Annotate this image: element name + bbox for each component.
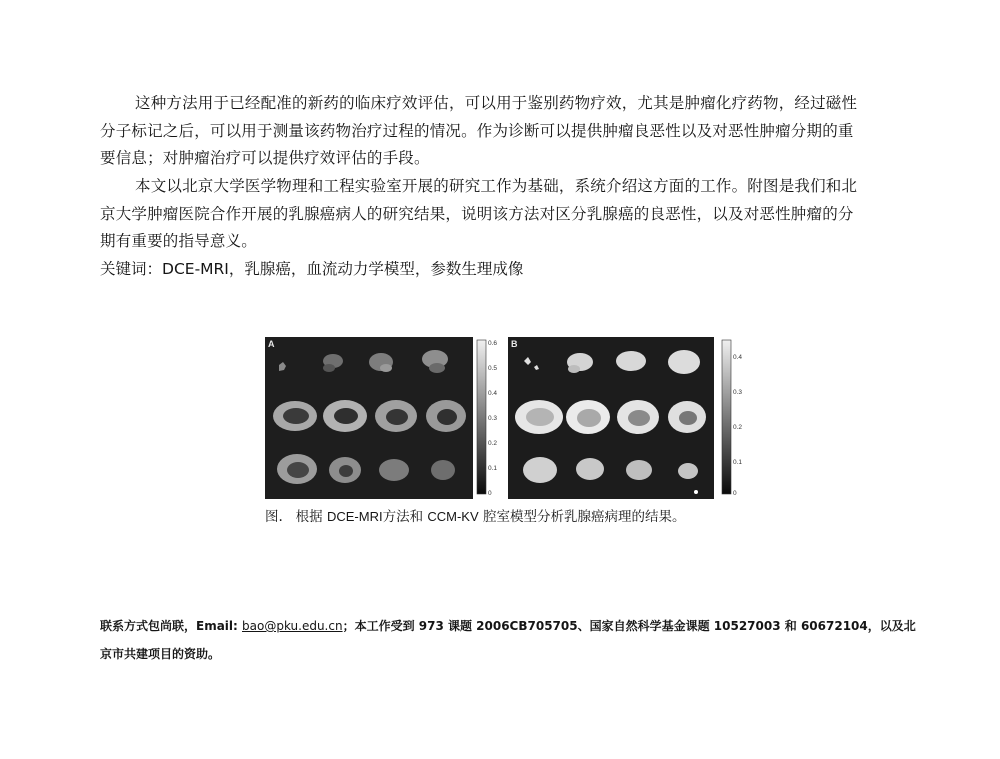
panel-a-tick: 0.5 <box>488 365 498 372</box>
panel-b-label: B <box>511 339 518 349</box>
figure-panel-a <box>265 337 501 499</box>
email-link[interactable]: bao@pku.edu.cn <box>242 619 343 633</box>
footnote-funding: ；本工作受到 973 课题 2006CB705705、国家自然科学基金课题 10527003 和 60672104，以及北京市共建项目的资助。 <box>100 619 916 661</box>
panel-a-tick: 0.3 <box>488 415 498 422</box>
panel-a-tick: 0 <box>488 490 492 497</box>
panel-b-tick: 0.1 <box>733 459 743 466</box>
figure-panel-b <box>508 337 746 499</box>
caption-model: CCM-KV <box>427 509 479 524</box>
caption-part: 根据 <box>295 509 323 525</box>
footnote-contact: 联系方式包尚联，Email: <box>100 619 238 633</box>
panel-b-tick: 0.3 <box>733 389 743 396</box>
caption-prefix: 图. <box>265 509 283 525</box>
paragraph-2: 本文以北京大学医学物理和工程实验室开展的研究工作为基础，系统介绍这方面的工作。附图是我们和北京大学肿瘤医院合作开展的乳腺癌病人的研究结果，说明该方法对区分乳腺癌的良恶性，以及对恶性肿瘤的分期有重要的指导意义。 <box>100 177 858 250</box>
keywords-line <box>100 256 523 283</box>
panel-a-tick: 0.4 <box>488 390 498 397</box>
panel-a-tick: 0.1 <box>488 465 498 472</box>
paragraph-1: 这种方法用于已经配准的新药的临床疗效评估，可以用于鉴别药物疗效，尤其是肿瘤化疗药物，经过磁性分子标记之后，可以用于测量该药物治疗过程的情况。作为诊断可以提供肿瘤良恶性以及对恶性肿瘤分期的重要信息；对肿瘤治疗可以提供疗效评估的手段。 <box>100 94 858 167</box>
panel-b-tick: 0.2 <box>733 424 743 431</box>
panel-a-label: A <box>268 339 275 349</box>
caption-part: 腔室模型分析乳腺癌病理的结果。 <box>482 509 686 525</box>
figure-caption <box>265 507 765 527</box>
panel-a-tick: 0.2 <box>488 440 498 447</box>
keywords-label: 关键词： <box>100 260 163 278</box>
caption-part: 方法和 <box>382 509 424 525</box>
figure <box>265 337 746 499</box>
footnote <box>100 612 922 668</box>
panel-a-tick: 0.6 <box>488 340 498 347</box>
caption-method: DCE-MRI <box>326 509 383 524</box>
panel-b-tick: 0.4 <box>733 354 743 361</box>
keywords-text: DCE-MRI，乳腺癌，血流动力学模型，参数生理成像 <box>162 260 524 278</box>
panel-b-tick: 0 <box>733 490 737 497</box>
